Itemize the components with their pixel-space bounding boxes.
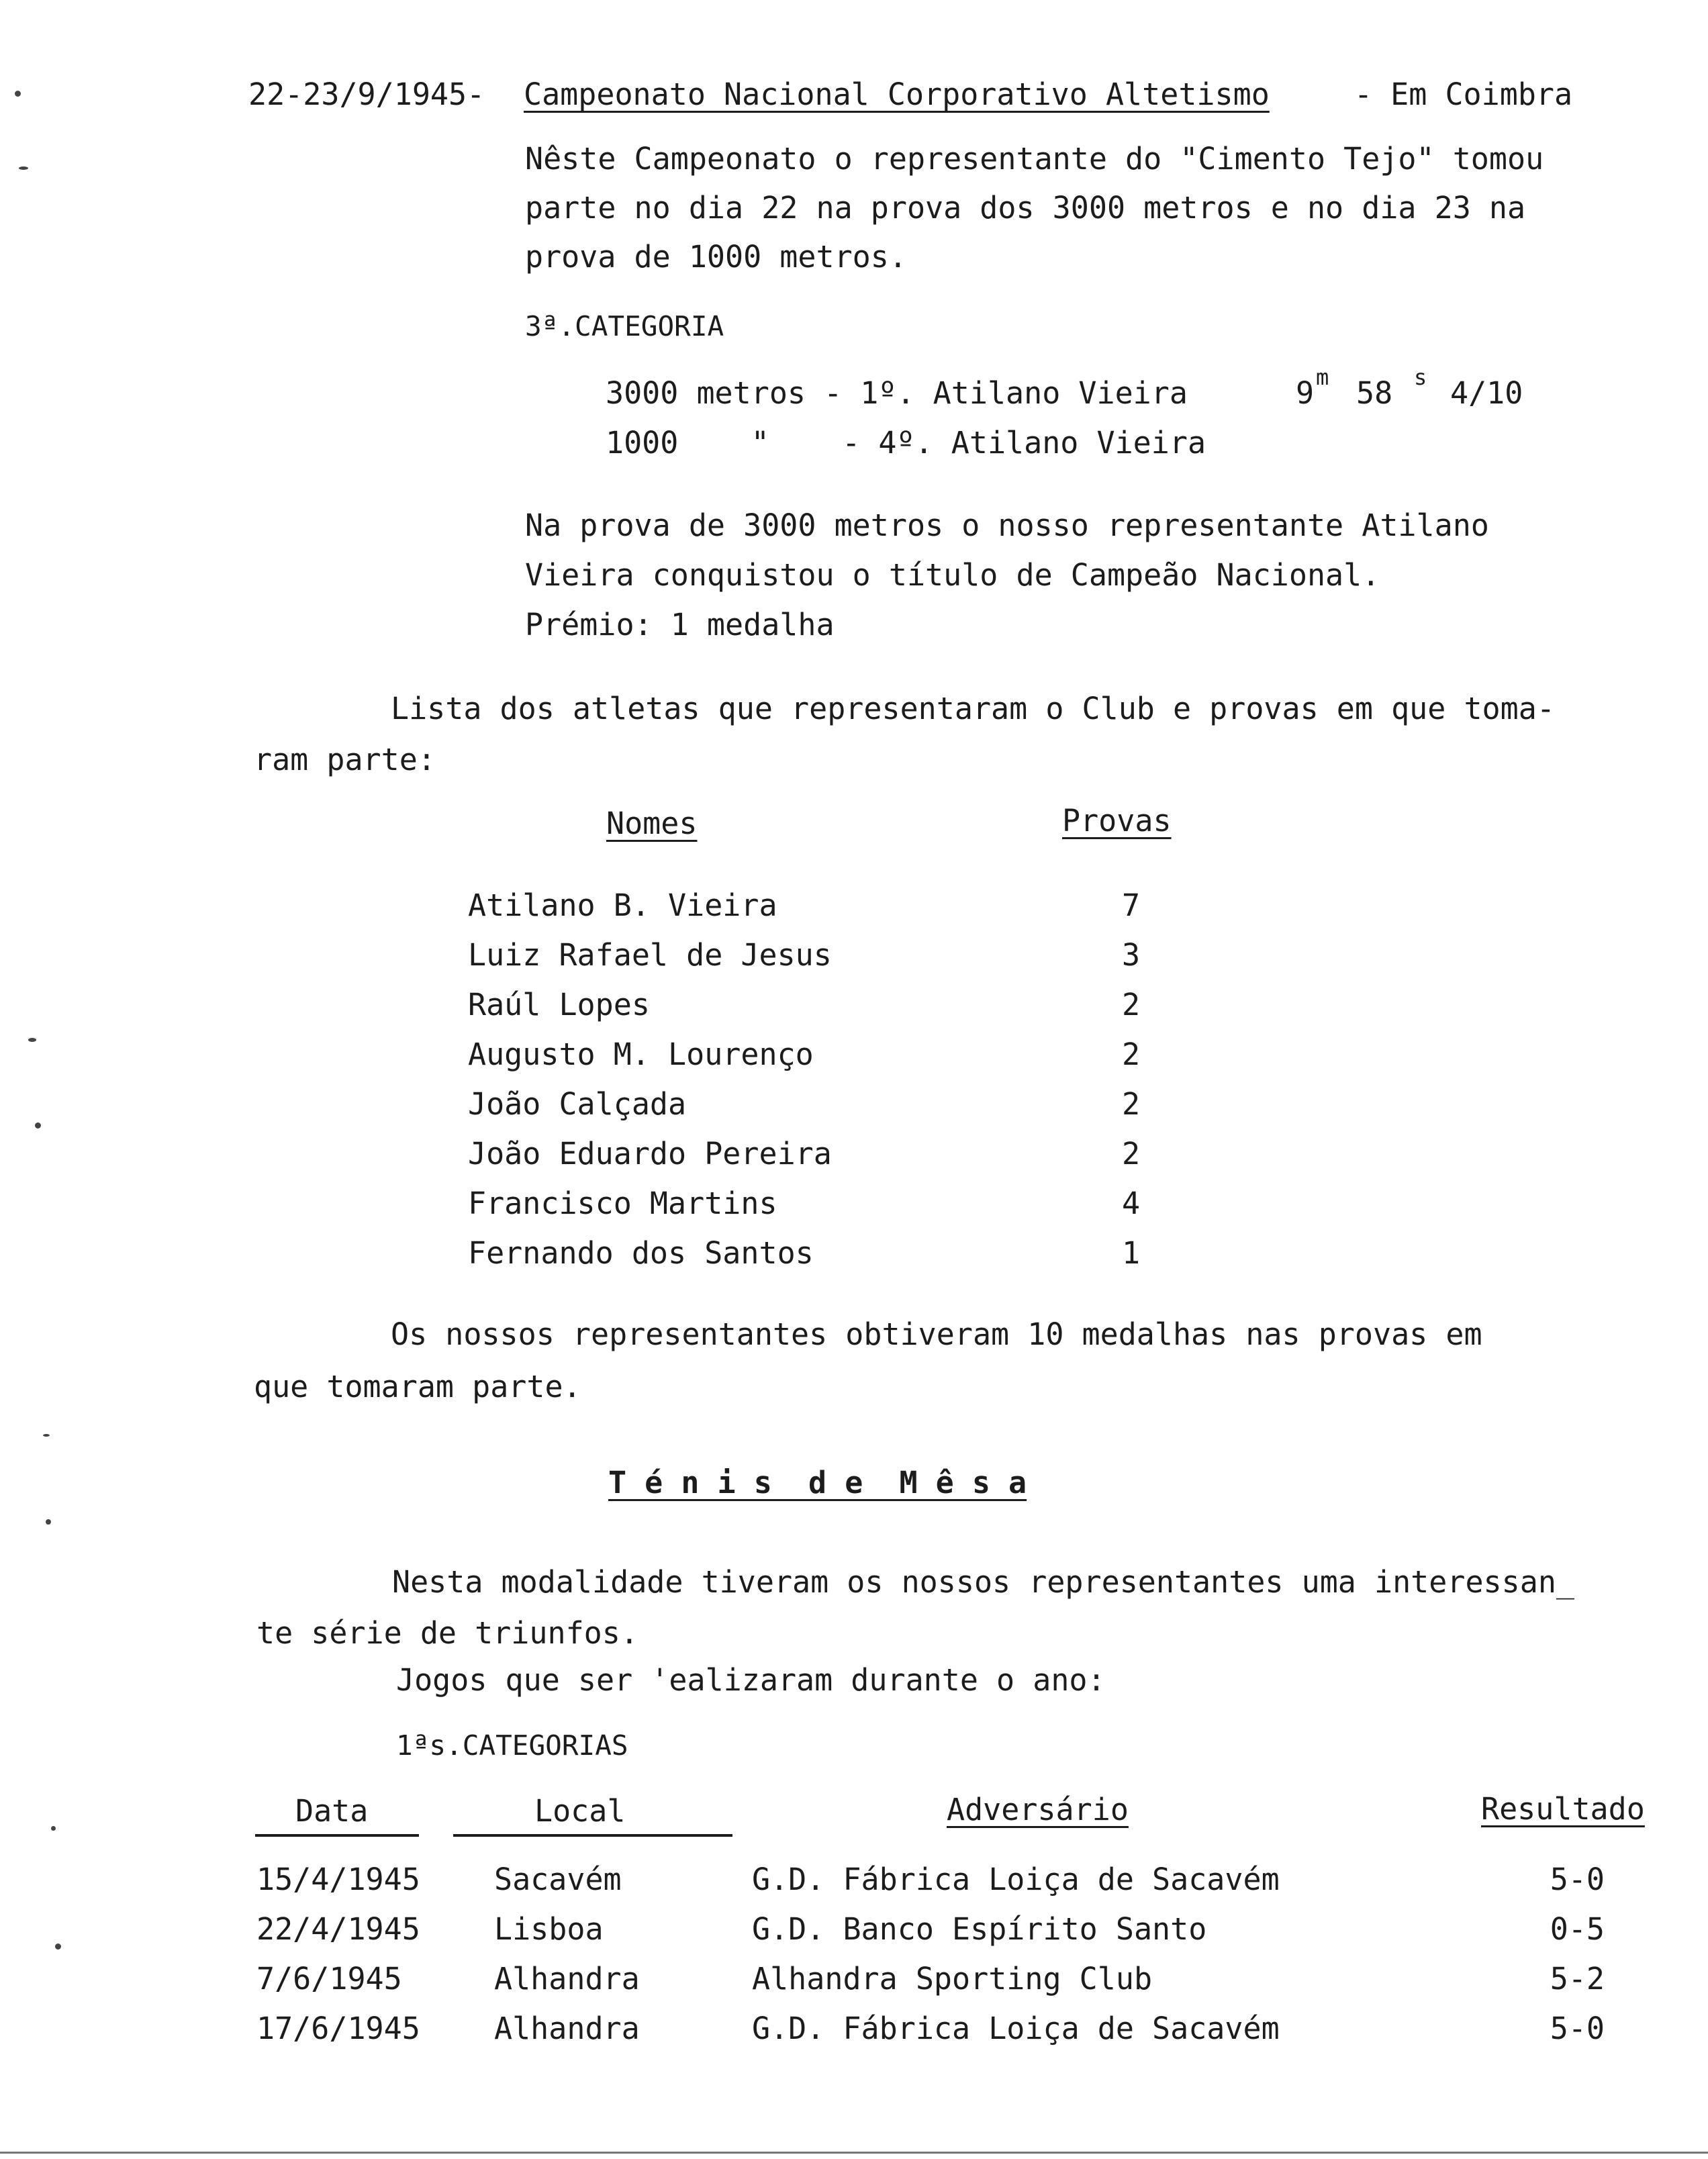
athlete-name: Francisco Martins	[468, 1186, 777, 1221]
game-result: 0-5	[1550, 1911, 1605, 1947]
game-date: 17/6/1945	[256, 2011, 420, 2046]
page-bottom-edge	[0, 2152, 1708, 2154]
list-intro-line: ram parte:	[254, 742, 436, 777]
games-header-opponent: Adversário	[947, 1792, 1129, 1827]
scan-speck	[55, 1944, 61, 1950]
game-result: 5-0	[1550, 2011, 1605, 2046]
games-header-result: Resultado	[1481, 1791, 1645, 1827]
athlete-name: Raúl Lopes	[468, 987, 650, 1022]
athlete-events: 2	[1122, 1037, 1141, 1072]
game-opponent: G.D. Banco Espírito Santo	[752, 1911, 1207, 1947]
athlete-name: Luiz Rafael de Jesus	[468, 937, 832, 973]
champion-line: Vieira conquistou o título de Campeão Nacional.	[525, 557, 1380, 593]
scan-speck	[35, 1122, 41, 1129]
list-intro-line: Lista dos atletas que representaram o Club e provas em que toma-	[391, 691, 1555, 726]
games-header-date: Data	[295, 1793, 369, 1829]
game-place: Sacavém	[494, 1862, 622, 1897]
game-date: 22/4/1945	[256, 1911, 420, 1947]
athlete-events: 3	[1122, 937, 1141, 973]
header-underline	[255, 1834, 419, 1837]
game-opponent: G.D. Fábrica Loiça de Sacavém	[752, 2011, 1280, 2046]
athlete-name: Atilano B. Vieira	[468, 887, 777, 923]
category-heading: 1ªs.CATEGORIAS	[396, 1729, 628, 1762]
athlete-name: Augusto M. Lourenço	[468, 1037, 814, 1072]
category-heading: 3ª.CATEGORIA	[525, 310, 724, 342]
game-date: 15/4/1945	[256, 1862, 420, 1897]
game-result: 5-0	[1550, 1862, 1605, 1897]
tennis-line: Jogos que ser 'ealizaram durante o ano:	[396, 1662, 1106, 1698]
medals-line: que tomaram parte.	[254, 1369, 581, 1404]
tennis-line: te série de triunfos.	[256, 1615, 638, 1651]
champion-line: Na prova de 3000 metros o nosso representante Atilano	[525, 508, 1489, 543]
tennis-line: Nesta modalidade tiveram os nossos representantes uma interessan_	[392, 1564, 1574, 1600]
result-sec-unit: s	[1414, 365, 1427, 390]
athlete-name: João Eduardo Pereira	[468, 1136, 832, 1171]
scan-speck	[46, 1519, 51, 1525]
athlete-events: 2	[1122, 987, 1141, 1022]
game-opponent: Alhandra Sporting Club	[752, 1961, 1153, 1997]
result-1000m: 1000 " - 4º. Atilano Vieira	[606, 425, 1206, 461]
event-title: Campeonato Nacional Corporativo Altetismo	[524, 77, 1270, 112]
athlete-name: João Calçada	[468, 1086, 687, 1122]
medals-line: Os nossos representantes obtiveram 10 medalhas nas provas em	[391, 1316, 1482, 1352]
result-3000m: 3000 metros - 1º. Atilano Vieira	[606, 375, 1188, 411]
scan-speck	[28, 1038, 36, 1042]
game-opponent: G.D. Fábrica Loiça de Sacavém	[752, 1862, 1280, 1897]
athlete-events: 7	[1122, 887, 1141, 923]
athlete-events: 4	[1122, 1186, 1141, 1221]
athletes-header-name: Nomes	[606, 806, 698, 841]
game-place: Lisboa	[494, 1911, 604, 1947]
scan-speck	[19, 166, 28, 170]
result-time-frac: 4/10	[1450, 375, 1523, 411]
header-underline	[453, 1834, 732, 1837]
athlete-events: 2	[1122, 1086, 1141, 1122]
athlete-events: 2	[1122, 1136, 1141, 1171]
result-time-min: 9	[1296, 375, 1315, 411]
scan-speck	[43, 1434, 50, 1437]
athlete-events: 1	[1122, 1235, 1141, 1271]
intro-line: Nêste Campeonato o representante do "Cimento Tejo" tomou	[525, 141, 1544, 177]
intro-line: prova de 1000 metros.	[525, 239, 907, 275]
scan-speck	[15, 91, 21, 97]
section-title: T é n i s d e M ê s a	[608, 1465, 1027, 1500]
games-header-place: Local	[534, 1793, 626, 1829]
game-place: Alhandra	[494, 1961, 640, 1997]
athlete-name: Fernando dos Santos	[468, 1235, 814, 1271]
intro-line: parte no dia 22 na prova dos 3000 metros e no dia 23 na	[525, 190, 1526, 226]
prize-line: Prémio: 1 medalha	[525, 607, 835, 642]
event-place: - Em Coimbra	[1354, 77, 1573, 112]
scan-speck	[51, 1826, 56, 1831]
game-date: 7/6/1945	[256, 1961, 402, 1997]
event-date: 22-23/9/1945-	[248, 77, 485, 112]
game-place: Alhandra	[494, 2011, 640, 2046]
result-time-sec: 58	[1356, 375, 1393, 411]
game-result: 5-2	[1550, 1961, 1605, 1997]
athletes-header-events: Provas	[1062, 803, 1172, 838]
result-min-unit: m	[1316, 365, 1329, 390]
